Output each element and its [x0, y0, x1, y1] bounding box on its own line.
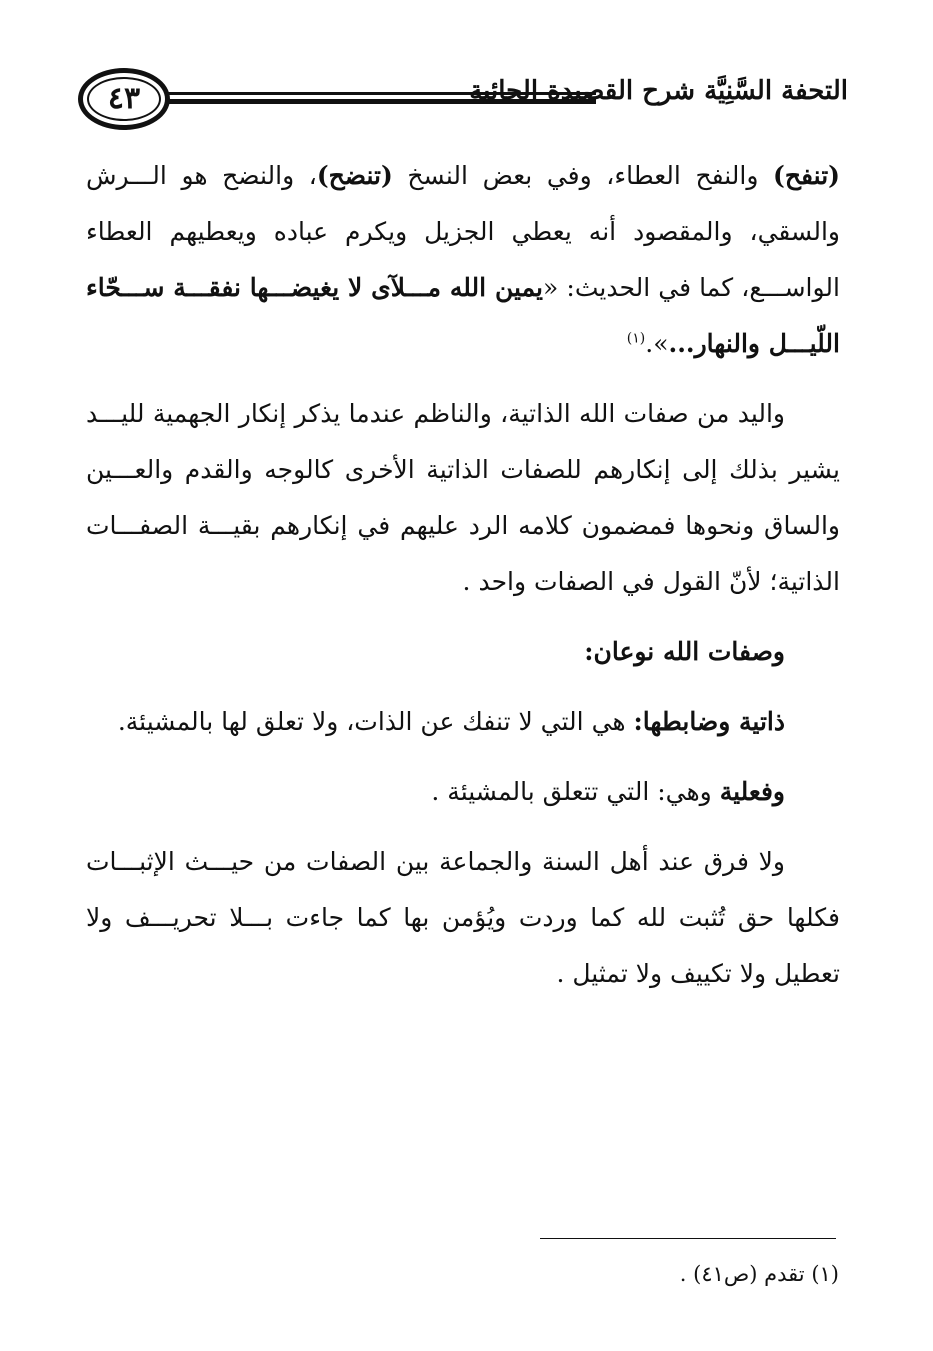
term-fiiliyya: وفعلية: [719, 777, 785, 806]
section-heading: وصفات الله نوعان:: [584, 637, 785, 666]
footnote: (١) تقدم (ص٤١) .: [679, 1262, 839, 1286]
hadith-quote: يمين الله مـــلآى لا يغيضـــها نفقـــة ســـحّاء اللّيـــل والنهار...: [86, 273, 840, 358]
paragraph-6: ولا فرق عند أهل السنة والجماعة بين الصفات من حيـــث الإثبـــات فكلها حق تُثبت لله كما وردت ويُؤمن بها كما جاءت بـــلا تحريـــف ولا تعطيل ولا تكييف ولا تمثيل .: [86, 847, 840, 988]
paragraph-3: [86, 624, 840, 680]
term-tanfah: (تنفح): [773, 161, 840, 190]
page-number-badge: [78, 68, 170, 130]
running-title: التحفة السَّنِيَّة شرح القصيدة الحائية: [469, 76, 848, 106]
p1-text-1: والنفح العطاء، وفي بعض النسخ: [392, 161, 774, 190]
page-header: [78, 62, 848, 142]
paragraph-2: واليد من صفات الله الذاتية، والناظم عندما يذكر إنكار الجهمية لليـــد يشير بذلك إلى إنكارهم للصفات الذاتية الأخرى كالوجه والقدم والعـــين والساق ونحوها فمضمون كلامه الرد عليهم في إنكارهم بقيـــة الصفـــات الذاتية؛ لأنّ القول في الصفات واحد .: [86, 399, 840, 596]
paragraph-1: [86, 148, 840, 372]
paragraph-5: [86, 764, 840, 820]
p4-text: هي التي لا تنفك عن الذات، ولا تعلق لها بالمشيئة.: [117, 707, 634, 736]
p5-text: وهي: التي تتعلق بالمشيئة .: [431, 777, 720, 806]
page-number: ٤٣: [107, 81, 141, 116]
term-dhatiyya: ذاتية وضابطها:: [633, 707, 785, 736]
footnote-marker[interactable]: (١): [626, 330, 646, 347]
p1-text-2: ، والنضح هو الـــرش والسقي، والمقصود أنه يعطي الجزيل ويكرم عباده ويعطيهم العطاء الواســـع، كما في الحديث: «: [86, 161, 840, 302]
body-text: [86, 148, 840, 1002]
term-tandah: (تنضح): [316, 161, 393, 190]
footnote-separator: [540, 1238, 836, 1239]
p1-text-3: ».: [645, 329, 669, 358]
paragraph-4: [86, 694, 840, 750]
